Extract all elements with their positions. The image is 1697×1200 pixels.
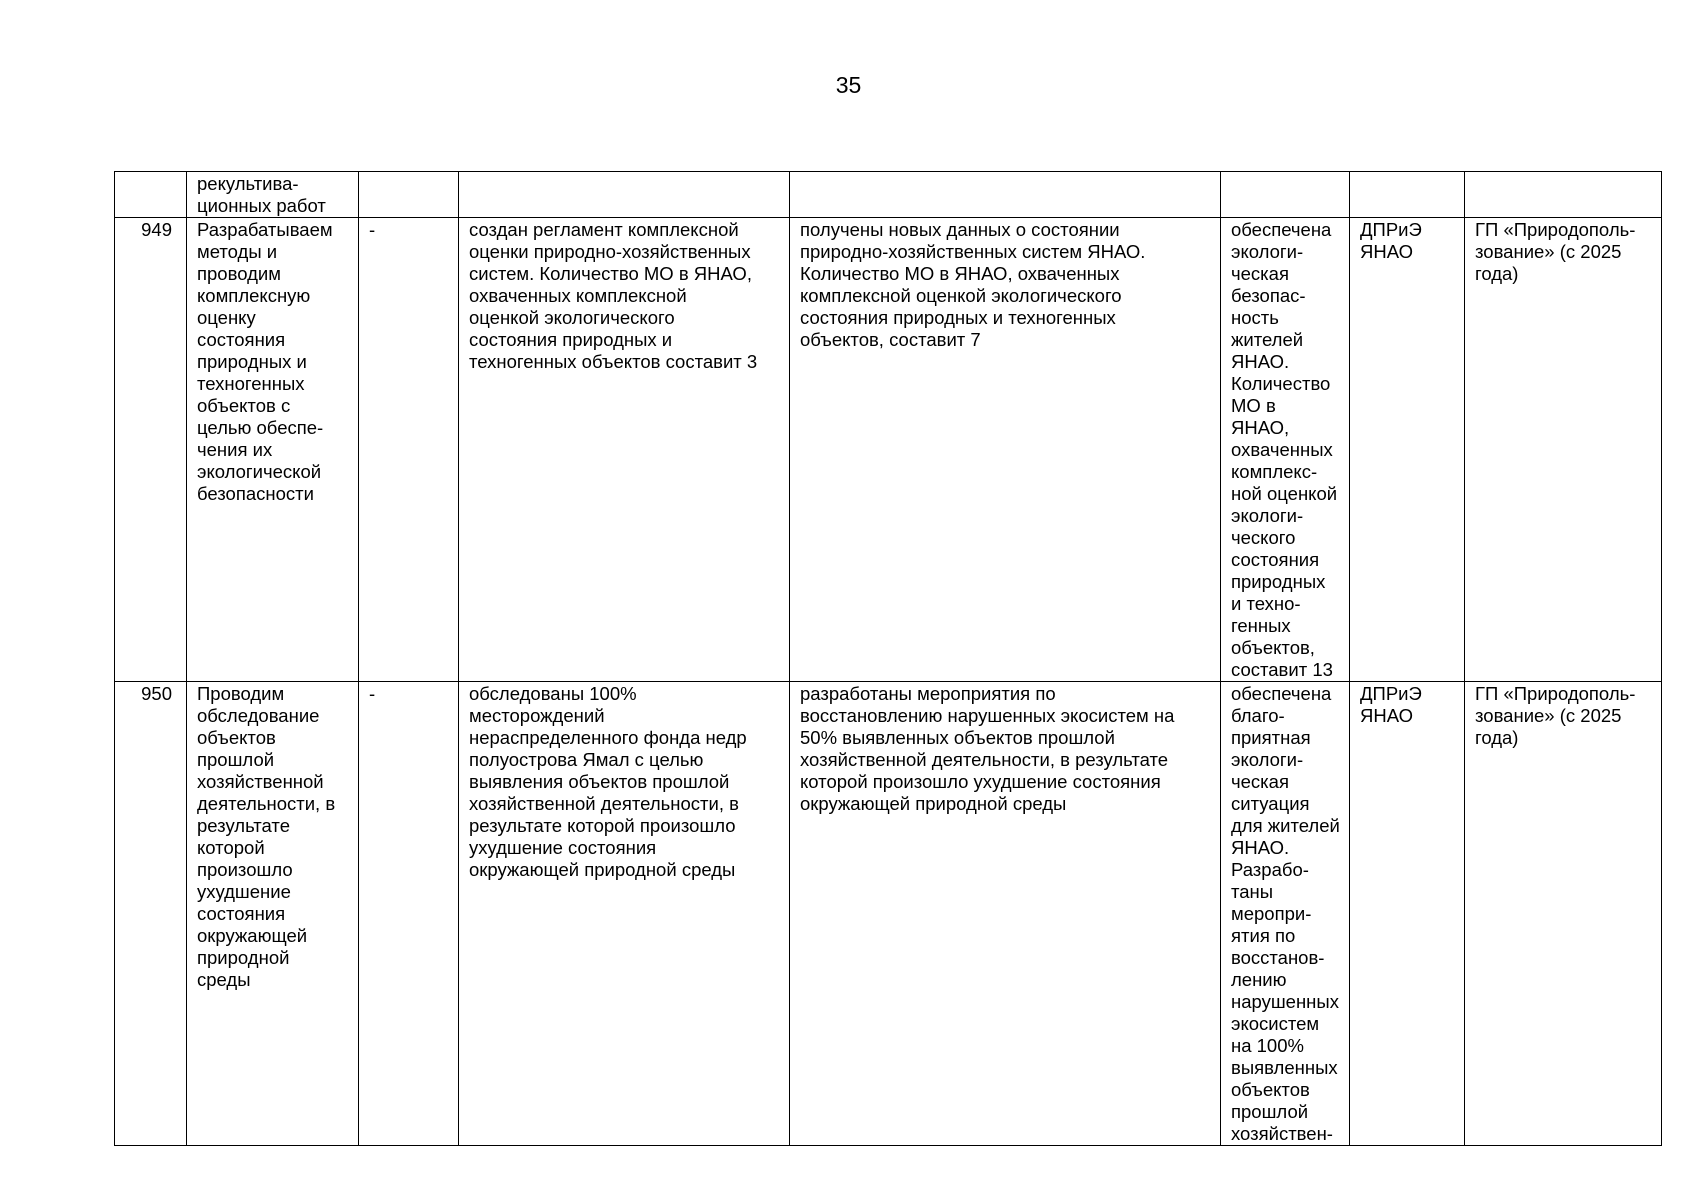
row-number-cell: 950 xyxy=(115,682,187,1146)
column-4-cell: создан регламент комплексной оценки природно-хозяйственных систем. Количество МО в ЯНАО, охваченных комплексной оценкой экологического состояния природных и техногенных объектов составит 3 xyxy=(459,218,790,682)
action-cell: Проводим обследование объектов прошлой хозяйственной деятельности, в результате которой произошло ухудшение состояния окружающей природной среды xyxy=(187,682,359,1146)
table-row xyxy=(115,682,1662,1146)
column-6-cell xyxy=(1221,172,1350,218)
responsible-cell xyxy=(1350,172,1465,218)
column-5-cell: разработаны мероприятия по восстановлению нарушенных экосистем на 50% выявленных объектов прошлой хозяйственной деятельности, в результате которой произошло ухудшение состояния окружающей природной среды xyxy=(790,682,1221,1146)
column-4-cell xyxy=(459,172,790,218)
page-number: 35 xyxy=(835,72,862,98)
program-cell: ГП «Природополь- зование» (с 2025 года) xyxy=(1465,682,1662,1146)
responsible-cell: ДПРиЭ ЯНАО xyxy=(1350,218,1465,682)
row-number-cell: 949 xyxy=(115,218,187,682)
column-5-cell: получены новых данных о состоянии природно-хозяйственных систем ЯНАО. Количество МО в ЯНАО, охваченных комплексной оценкой экологического состояния природных и техногенных объектов, составит 7 xyxy=(790,218,1221,682)
table-row xyxy=(115,218,1662,682)
measures-table xyxy=(114,171,1662,1146)
column-6-cell: обеспечена экологи- ческая безопас- ность жителей ЯНАО. Количество МО в ЯНАО, охваченных комплекс- ной оценкой экологи- ческого состояния природных и техно- генных объектов, составит 13 xyxy=(1221,218,1350,682)
column-3-cell: - xyxy=(359,682,459,1146)
row-number-cell xyxy=(115,172,187,218)
action-cell: Разрабатываем методы и проводим комплексную оценку состояния природных и техногенных объектов с целью обеспе- чения их экологической безопасности xyxy=(187,218,359,682)
column-4-cell: обследованы 100% месторождений нераспределенного фонда недр полуострова Ямал с целью выявления объектов прошлой хозяйственной деятельности, в результате которой произошло ухудшение состояния окружающей природной среды xyxy=(459,682,790,1146)
responsible-cell: ДПРиЭ ЯНАО xyxy=(1350,682,1465,1146)
program-cell: ГП «Природополь- зование» (с 2025 года) xyxy=(1465,218,1662,682)
column-3-cell xyxy=(359,172,459,218)
table-row xyxy=(115,172,1662,218)
action-cell: рекультива- ционных работ xyxy=(187,172,359,218)
column-3-cell: - xyxy=(359,218,459,682)
column-6-cell: обеспечена благо- приятная экологи- ческая ситуация для жителей ЯНАО. Разрабо- таны меропри- ятия по восстанов- лению нарушенных экосистем на 100% выявленных объектов прошлой хозяйствен- xyxy=(1221,682,1350,1146)
column-5-cell xyxy=(790,172,1221,218)
program-cell xyxy=(1465,172,1662,218)
